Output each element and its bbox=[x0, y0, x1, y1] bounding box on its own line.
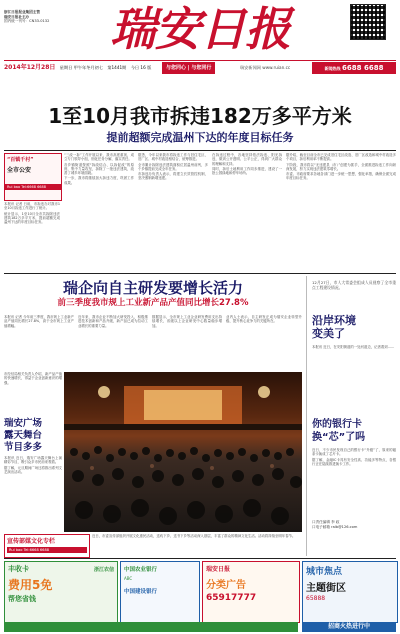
masthead-info-line: 国内统一刊号：CN33-0132 bbox=[4, 19, 50, 24]
date-strip bbox=[4, 62, 396, 74]
ad-nongxin-big: 费用5免 bbox=[8, 578, 53, 592]
website: 瑞安新闻网 www.ruian.cc bbox=[240, 65, 291, 70]
culture-column-banner bbox=[4, 534, 90, 558]
footer-bar bbox=[302, 622, 396, 632]
square-title-2: 露天舞台 bbox=[4, 430, 43, 441]
lead-body-col-1: 本报讯 记者 日前，市拆违办对我市1至10月拆违工作进行了统计。 统计显示，1至10月全市共拆除违法建筑182万多平方米，提前超额完成温州下达的年度目标任务。 bbox=[4, 202, 60, 225]
right-rail-column-1 bbox=[312, 314, 396, 340]
sidebar-byline: Rui bao Tel:6668 6688 bbox=[5, 184, 61, 190]
issue-date-detail: 星期日 甲午年冬月初七 bbox=[59, 65, 103, 70]
stage-crowd-graphic bbox=[64, 372, 302, 532]
right-rail-note: 本报讯 近日，在安阳街道的一处河道边，记者看到…… bbox=[312, 345, 395, 349]
slogan-1: 与您同心 bbox=[166, 65, 187, 71]
sidebar-kicker: “百镇千村” bbox=[7, 157, 34, 163]
right-rail-column-2 bbox=[312, 418, 396, 444]
page-footer-credits bbox=[312, 520, 396, 529]
right-column-title-3: 你的银行卡 bbox=[312, 419, 362, 430]
hotline-box bbox=[312, 62, 396, 74]
issue-date: 2014年12月28日 bbox=[4, 64, 56, 71]
lead-story-title: 1至10月我市拆违182万多平方米 bbox=[48, 104, 352, 128]
lead-body-col-4: 在拆违过程中，各地坚持依法拆违、阳光拆违，做到公开透明、公平公正，得到广大群众的理解和支持。 同时，拆后土地利用工作同步推进，建设了一批公园绿地和停车场所。 bbox=[212, 153, 282, 176]
feature-body-col-2: 近年来，我市企业不断加大研发投入，积极推进技术创新和产品升级，新产品已成为拉动工业增长的重要力量。 bbox=[78, 315, 148, 328]
masthead-info-line: 浙江日报报业集团主管 bbox=[4, 10, 40, 14]
right-column-title-1: 沿岸环境 bbox=[312, 314, 356, 327]
ad-classified-sub: 分类广告 bbox=[206, 580, 246, 591]
masthead-left-info bbox=[4, 10, 74, 24]
ad-city-focus[interactable] bbox=[302, 561, 398, 623]
lead-story-subtitle: 提前超额完成温州下达的年度目标任务 bbox=[106, 131, 294, 144]
square-headline bbox=[4, 418, 62, 454]
slogan-2: 与您同行 bbox=[191, 65, 212, 71]
ad-banks-line: 中国建设银行 bbox=[124, 589, 158, 595]
ad-banks-title: 中国农业银行 bbox=[124, 567, 158, 573]
ad-nongxin-bank: 浙江农信 bbox=[93, 567, 114, 573]
square-body: 本报讯 近日，瑞安广场露天舞台上演精彩节目，吸引众多市民前来观看。 据了解，元旦期间广场还将推出系列文艺演出活动。 bbox=[4, 456, 62, 474]
ad-nongxin-title: 丰收卡 bbox=[8, 565, 29, 573]
feature-body-lower: 市经信局相关负责人介绍，新产品产值的快速增长，得益于企业创新意识的增强。 bbox=[4, 372, 62, 385]
feature-subtitle: 前三季度我市规上工业新产品产值同比增长27.8% bbox=[57, 298, 249, 308]
issue-number: 第1441期 bbox=[107, 65, 127, 70]
ad-classified-phone: 65917777 bbox=[206, 593, 257, 603]
lead-body-col-5: 据介绍，截至目前全市已完成旧住宅区改造、旧厂区改造和城中村改造多个项目，拆后利用率不断提高。 下阶段，我市将以“无违建县（市）”创建为抓手，全面推进拆违工作向纵深发展，努力实现违法建筑零增长。 市委、市政府要求各地各部门进一步统一思想，强化举措，确保全面完成年度目标任务。 bbox=[286, 153, 396, 181]
culture-column-title: 宣传部媒文化专栏 bbox=[7, 538, 56, 545]
culture-column-byline: Rui bao Tel:6668 6688 bbox=[7, 547, 87, 553]
page-count: 今日 16 版 bbox=[130, 65, 152, 70]
masthead-title: 瑞安日报 bbox=[110, 2, 290, 56]
editor-credit: 口责任编辑 李 政 bbox=[312, 520, 340, 524]
footer-bar-text: 招商火热进行中 bbox=[327, 623, 370, 630]
right-column-title-2: 变美了 bbox=[312, 327, 345, 340]
ad-city-focus-title: 城市焦点 bbox=[306, 567, 343, 577]
square-title-1: 瑞安广场 bbox=[4, 418, 43, 429]
qr-caption bbox=[346, 40, 388, 45]
stage-crowd-photo bbox=[64, 372, 302, 532]
square-title-3: 节目多多 bbox=[4, 442, 43, 453]
hotline-label: 新闻热线 bbox=[324, 66, 341, 71]
feature-body-col-3: 数据显示，全市规上工业企业研发费用支出持续增长，省级以上企业研发中心数量稳步增加。 bbox=[152, 315, 222, 328]
sidebar-top bbox=[4, 153, 62, 201]
qr-code-icon bbox=[350, 4, 386, 40]
masthead-info-line: 瑞安日报社主办 bbox=[4, 14, 30, 19]
masthead bbox=[0, 0, 400, 92]
email-credit: 口电子邮箱 ralb@126.com bbox=[312, 524, 358, 529]
right-column-title-4: 换“芯”了吗 bbox=[312, 432, 366, 443]
ad-banks[interactable] bbox=[120, 561, 200, 623]
lead-body-col-3: 据悉，今年以来我市将拆违工作与旧住宅区、旧厂区、城中村改造相结合，统筹推进。 全市累计拆除违法建筑面积位居温州前列，多个乡镇提前完成全年任务。 市拆违办负责人表示，将建立长效管控机制，坚决遏制新增违建。 bbox=[138, 153, 208, 181]
lower-story-body: 近日，市委宣传部组织开展文化惠民活动，送戏下乡、送书下乡等活动深入基层，丰富了群众的精神文化生活。活动将持续至明年春节。 bbox=[92, 534, 296, 538]
ad-nongxin-slogan: 帮您省钱 bbox=[8, 595, 36, 603]
hotline-number: 6688 6688 bbox=[342, 64, 384, 72]
feature-title: 瑞企向自主研发要增长活力 bbox=[62, 279, 243, 297]
right-rail-teaser: 12月27日，市人大常委会组成人员视察了全市重点工程建设情况。 bbox=[312, 280, 396, 290]
ad-nongxin[interactable] bbox=[4, 561, 118, 623]
footer-strip bbox=[4, 622, 298, 632]
sidebar-line: 全市公安 bbox=[7, 167, 32, 174]
feature-body-col-4: 业内人士表示，自主研发正成为瑞安企业转型升级、提升核心竞争力的关键所在。 bbox=[226, 315, 302, 324]
ad-classified-title: 瑞安日报 bbox=[206, 566, 231, 573]
ad-banks-sub: ABC bbox=[124, 576, 133, 581]
ad-city-focus-sub: 主题街区 bbox=[306, 583, 346, 594]
feature-body-col-1: 本报讯 记者 今年前三季度，我市规上工业新产品产值同比增长27.8%，高于全市规上工业产值增幅。 bbox=[4, 315, 74, 328]
ad-city-focus-phone: 65888 bbox=[306, 595, 326, 602]
slogan-box: 与您同心 | 与您同行 bbox=[162, 62, 215, 74]
ad-classified[interactable] bbox=[202, 561, 300, 623]
lead-body-col-2: “三改一拆”工作开展以来，我市高度重视，成立专门领导小组，细化任务分解，落实责任。 各乡镇街道按照“拆改结合、以拆促改”的原则，集中力量攻坚，拆除了一批违法建筑，改善了城乡环境面貌。 下一步，我市将继续加大拆违力度，巩固工作成果。 bbox=[64, 153, 134, 185]
right-rail-body: 近日，不少市民发现自己的银行卡“升级”了，原来的磁条卡换成了芯片卡。 据了解，金融IC卡具有安全性高、功能多等特点，各银行正在陆续推进换卡工作。 bbox=[312, 448, 396, 466]
